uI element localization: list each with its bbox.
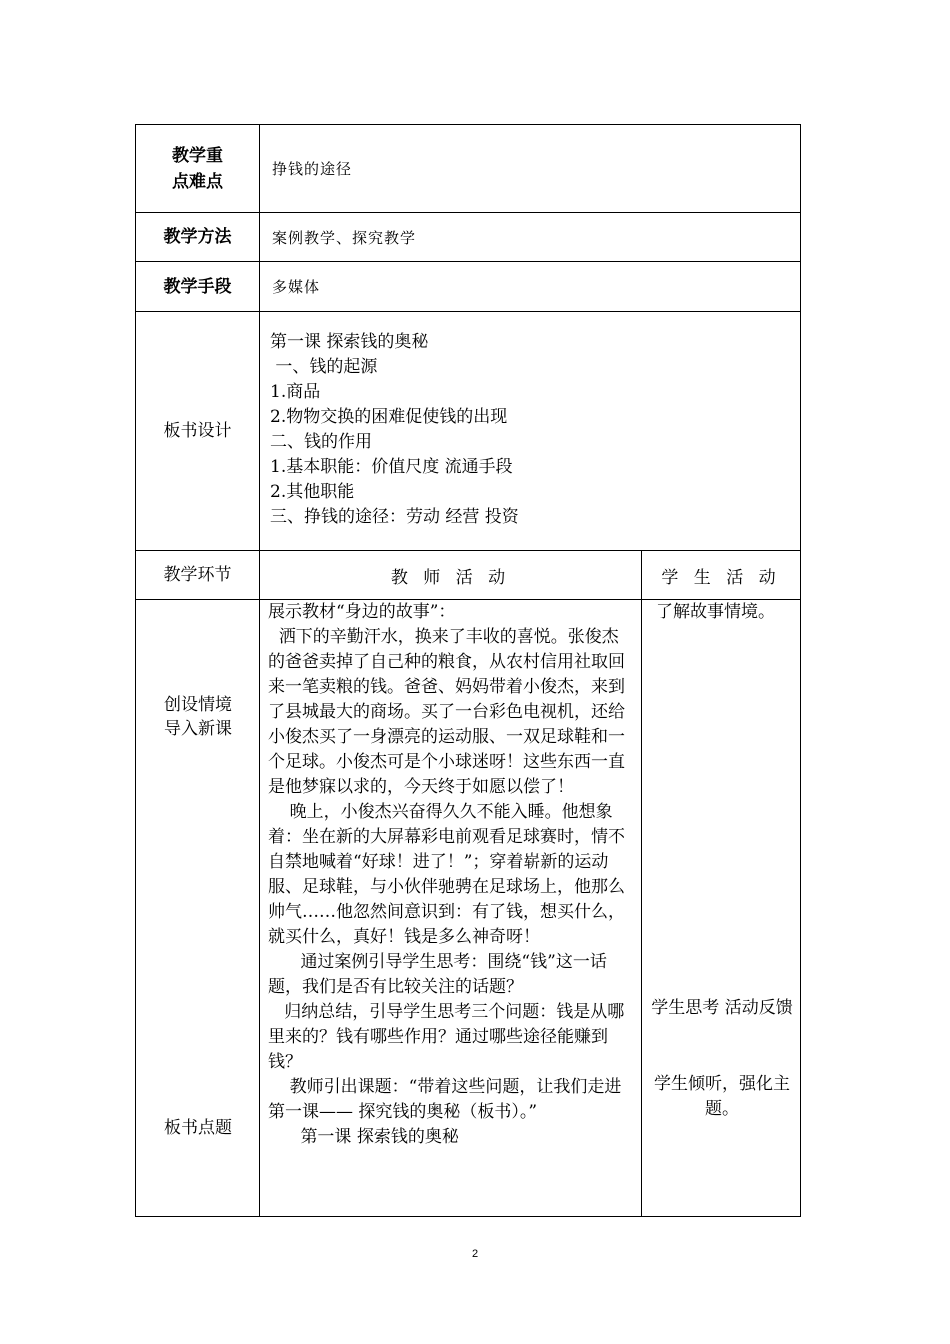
board-design-label: 板书设计 (136, 312, 260, 551)
teacher-paragraph: 归纳总结，引导学生思考三个问题：钱是从哪里来的？钱有哪些作用？通过哪些途径能赚到钱？ (268, 1002, 625, 1072)
method-row (136, 213, 801, 262)
means-row (136, 262, 801, 312)
focus-label (136, 125, 260, 213)
board-line: 2.其他职能 (270, 482, 355, 502)
page-number: 2 (471, 1248, 479, 1260)
means-value: 多媒体 (260, 262, 801, 312)
student-activity-cell (642, 600, 801, 1217)
stage-cell (136, 600, 260, 1217)
focus-value: 挣钱的途径 (260, 125, 801, 213)
board-line: 一、钱的起源 (270, 357, 378, 377)
teacher-activity-cell (260, 600, 642, 1217)
lesson-plan-table (135, 124, 801, 1217)
stage-intro-line2: 导入新课 (164, 719, 232, 739)
board-line: 三、挣钱的途径：劳动 经营 投资 (270, 507, 519, 527)
teacher-activity-header: 教 师 活 动 (260, 551, 642, 600)
teacher-paragraph: 第一课 探索钱的奥秘 (268, 1127, 459, 1147)
board-line: 1.商品 (270, 382, 321, 402)
focus-label-line2: 点难点 (172, 171, 223, 192)
teacher-paragraph: 晚上，小俊杰兴奋得久久不能入睡。他想象着：坐在新的大屏幕彩电前观看足球赛时，情不自禁地喊着“好球！进了！”；穿着崭新的运动服、足球鞋，与小伙伴驰骋在足球场上，他那么帅气……他忽然间意识到：有了钱，想买什么，就买什么，真好！钱是多么神奇呀！ (268, 802, 625, 947)
teacher-paragraph: 展示教材“身边的故事”： (268, 602, 456, 622)
means-label: 教学手段 (136, 262, 260, 312)
method-value: 案例教学、探究教学 (260, 213, 801, 262)
student-note: 学生倾听，强化主题。 (654, 1074, 790, 1119)
board-line: 二、钱的作用 (270, 432, 372, 452)
board-design-content (260, 312, 801, 551)
teacher-paragraph: 教师引出课题：“带着这些问题，让我们走进第一课—— 探究钱的奥秘（板书）。” (268, 1077, 622, 1122)
focus-row (136, 125, 801, 213)
board-line: 第一课 探索钱的奥秘 (270, 332, 429, 352)
student-note: 了解故事情境。 (656, 602, 775, 622)
focus-label-line1: 教学重 (172, 145, 223, 166)
board-line: 2.物物交换的困难促使钱的出现 (270, 407, 508, 427)
activity-header-row (136, 551, 801, 600)
teacher-paragraph: 洒下的辛勤汗水，换来了丰收的喜悦。张俊杰的爸爸卖掉了自己种的粮食，从农村信用社取回来一笔卖粮的钱。爸爸、妈妈带着小俊杰，来到了县城最大的商场。买了一台彩色电视机，还给小俊杰买了一身漂亮的运动服、一双足球鞋和一个足球。小俊杰可是个小球迷呀！这些东西一直是他梦寐以求的，今天终于如愿以偿了！ (268, 627, 625, 797)
activity-row (136, 600, 801, 1217)
board-line: 1.基本职能：价值尺度 流通手段 (270, 457, 513, 477)
method-label: 教学方法 (136, 213, 260, 262)
stage-title: 板书点题 (164, 1118, 232, 1138)
student-note: 学生思考 活动反馈 (651, 998, 793, 1018)
stage-intro-line1: 创设情境 (164, 695, 232, 715)
board-design-row (136, 312, 801, 551)
teacher-paragraph: 通过案例引导学生思考：围绕“钱”这一话题，我们是否有比较关注的话题？ (268, 952, 607, 997)
stage-header: 教学环节 (136, 551, 260, 600)
student-activity-header: 学 生 活 动 (642, 551, 801, 600)
stage-intro (136, 693, 260, 741)
